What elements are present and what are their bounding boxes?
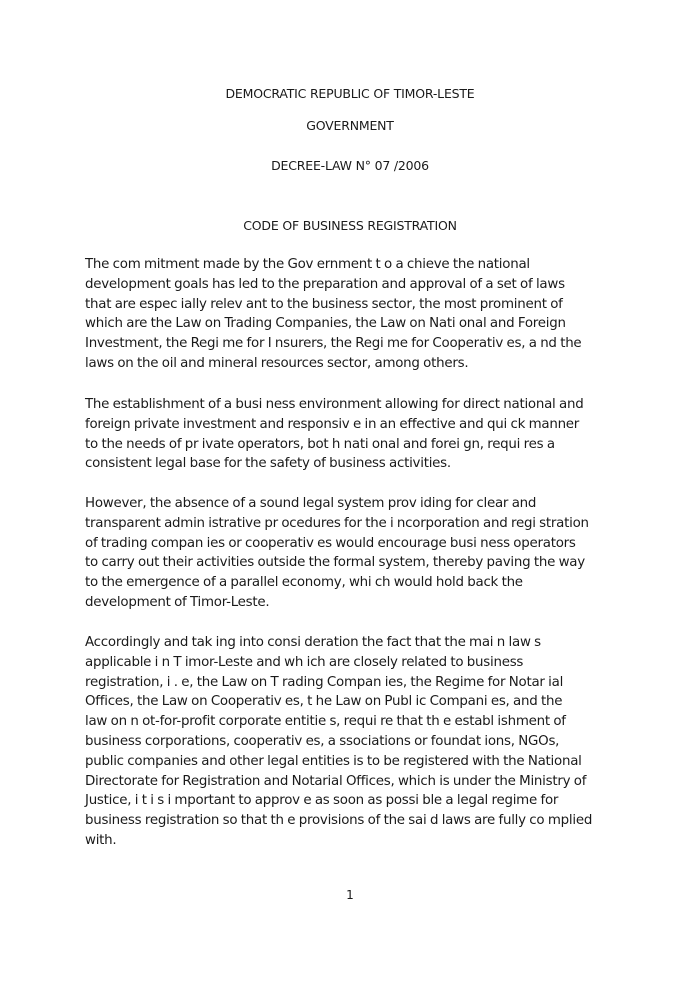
text-line: consistent legal base for the safety of business activities. bbox=[85, 456, 451, 472]
header-country: DEMOCRATIC REPUBLIC OF TIMOR-LESTE bbox=[225, 86, 475, 101]
text-line: to the emergence of a parallel economy, whi ch would hold back the bbox=[85, 575, 523, 591]
header-government: GOVERNMENT bbox=[306, 118, 394, 133]
document-title: CODE OF BUSINESS REGISTRATION bbox=[243, 218, 457, 233]
text-line: to carry out their activities outside the formal system, thereby paving the way bbox=[85, 555, 585, 571]
paragraph-4 bbox=[85, 633, 617, 851]
paragraph-1 bbox=[85, 255, 617, 374]
paragraph-2 bbox=[85, 395, 617, 474]
text-line: Offices, the Law on Cooperativ es, t he Law on Publ ic Compani es, and the bbox=[85, 694, 563, 710]
text-line: Investment, the Regi me for I nsurers, the Regi me for Cooperativ es, a nd the bbox=[85, 336, 582, 352]
text-line: business corporations, cooperativ es, a ssociations or foundat ions, NGOs, bbox=[85, 733, 560, 749]
text-line: Accordingly and tak ing into consi deration the fact that the mai n law s bbox=[85, 635, 541, 650]
text-line: with. bbox=[85, 832, 117, 848]
text-line: business registration so that th e provisions of the sai d laws are fully co mplied bbox=[85, 813, 593, 829]
text-line: which are the Law on Trading Companies, the Law on Nati onal and Foreign bbox=[85, 316, 566, 332]
text-line: of trading compan ies or cooperativ es would encourage busi ness operators bbox=[85, 535, 576, 551]
text-line: public companies and other legal entities is to be registered with the National bbox=[85, 753, 582, 769]
text-line: registration, i . e, the Law on T rading Compan ies, the Regime for Notar ial bbox=[85, 674, 564, 690]
page-number: 1 bbox=[346, 888, 354, 902]
text-line: laws on the oil and mineral resources sector, among others. bbox=[85, 355, 469, 371]
text-line: to the needs of pr ivate operators, bot h nati onal and forei gn, requi res a bbox=[85, 436, 555, 452]
text-line: Directorate for Registration and Notarial Offices, which is under the Ministry of bbox=[85, 773, 587, 789]
decree-number: DECREE-LAW N° 07 /2006 bbox=[271, 158, 429, 173]
paragraph-3 bbox=[85, 494, 617, 613]
text-line: The establishment of a busi ness environment allowing for direct national and bbox=[85, 397, 584, 412]
text-line: foreign private investment and responsiv e in an effective and qui ck manner bbox=[85, 416, 580, 432]
text-line: However, the absence of a sound legal system prov iding for clear and bbox=[85, 496, 537, 511]
text-line: applicable i n T imor-Leste and wh ich are closely related to business bbox=[85, 654, 524, 670]
text-line: development of Timor-Leste. bbox=[85, 594, 270, 610]
text-line: The com mitment made by the Gov ernment t o a chieve the national bbox=[85, 257, 530, 272]
text-line: Justice, i t i s i mportant to approv e as soon as possi ble a legal regime for bbox=[85, 793, 559, 809]
text-line: law on n ot-for-profit corporate entitie s, requi re that th e establ ishment of bbox=[85, 714, 566, 730]
text-line: development goals has led to the preparation and approval of a set of laws bbox=[85, 276, 565, 292]
text-line: transparent admin istrative pr ocedures for the i ncorporation and regi stration bbox=[85, 515, 589, 531]
text-line: that are espec ially relev ant to the business sector, the most prominent of bbox=[85, 296, 563, 312]
